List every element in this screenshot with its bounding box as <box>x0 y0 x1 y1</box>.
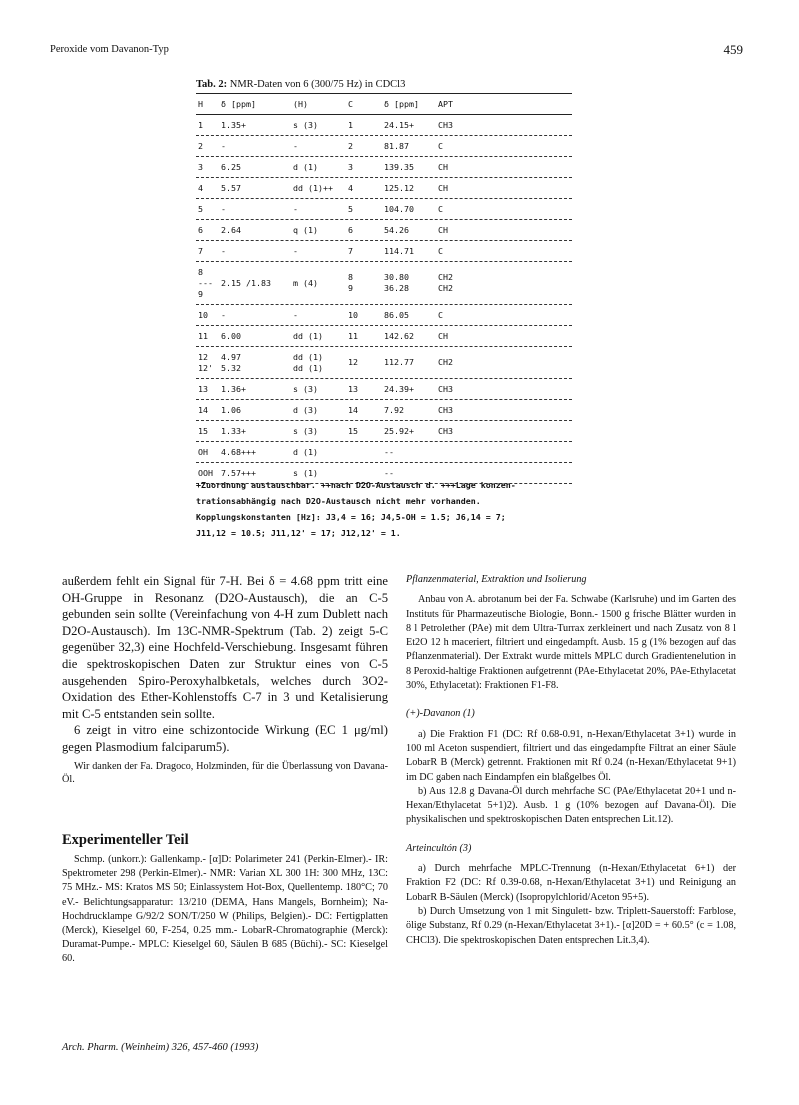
table-row <box>196 199 572 220</box>
table-cell: 1.06 <box>221 404 241 415</box>
table-cell: 7 <box>348 245 353 256</box>
table-cell: 6.00 <box>221 330 241 341</box>
table-cell: 114.71 <box>384 245 414 256</box>
table-cell: CH3 <box>438 119 453 130</box>
table-cell: dd (1) <box>293 330 323 341</box>
table-cell: - <box>221 309 226 320</box>
table-row <box>196 326 572 347</box>
table-cell: CH <box>438 182 448 193</box>
table-cell: -- <box>384 467 394 478</box>
table-cell: CH3 <box>438 425 453 436</box>
nmr-table <box>196 93 572 484</box>
table-cell: dd (1) <box>293 362 323 373</box>
table-cell: 12 <box>348 357 358 367</box>
table-cell: q (1) <box>293 224 318 235</box>
table-cell: 30.80 <box>384 272 409 282</box>
paragraph: Anbau von A. abrotanum bei der Fa. Schwabe (Karlsruhe) und im Garten des Instituts für Pharmazeutische Biologie, Bonn.- 1500 g frische Blätter wurden in 8 l Petrolether (PAe) mit dem Ultra-Turrax zerkleinert und nach Zusatz von 8 l Et2O 12 h maceriert, filtriert und eingedampft. Ausb. 15 g (1% bezogen auf das Pflanzenmaterial). Der Extrakt wurde mittels MPLC durch Gradientenelution in 8 Peroxid-haltige Fraktionen aufgetrennt (PAe-Ethylacetat 20%, PAe-Ethylacetat 30%, Ethylacetat): Fraktionen F1-F8. <box>406 594 736 692</box>
table-cell: 1.33+ <box>221 425 246 436</box>
table-header-cell: δ [ppm] <box>221 98 256 109</box>
table-cell: 1.36+ <box>221 383 246 394</box>
table-note: +Zuordnung austauschbar. ++nach D2O-Austausch d. +++Lage konzen- <box>196 480 516 490</box>
table-cell: 4.68+++ <box>221 446 256 457</box>
table-cell: 4 <box>198 182 203 193</box>
table-cell: 1 <box>198 119 203 130</box>
acknowledgement: Wir danken der Fa. Dragoco, Holzminden, für die Überlassung von Davana-Öl. <box>62 760 388 786</box>
subsection-heading: Pflanzenmaterial, Extraktion und Isolierung <box>406 574 587 585</box>
table-row <box>196 400 572 421</box>
paragraph: 6 zeigt in vitro eine schizontocide Wirkung (EC 1 μg/ml) gegen Plasmodium falciparum5). <box>62 723 388 754</box>
paragraph: b) Aus 12.8 g Davana-Öl durch mehrfache SC (PAe/Ethylacetat 20+1 und n-Hexan/Ethylacetat 5+1)2). Ausb. 1 g (10% bezogen auf Davana-Öl). Die physikalischen und spektroskopischen Daten entsprechen Lit.12). <box>406 785 736 826</box>
table-header-cell: H <box>198 98 203 109</box>
table-cell: 8 <box>198 266 203 277</box>
table-cell: 10 <box>348 309 358 320</box>
table-cell: 6 <box>198 224 203 235</box>
table-cell: 139.35 <box>384 161 414 172</box>
table-row <box>196 157 572 178</box>
table-cell: 125.12 <box>384 182 414 193</box>
table-cell: CH3 <box>438 404 453 415</box>
page-number: 459 <box>723 42 743 57</box>
right-column <box>406 573 736 948</box>
table-cell: C <box>438 203 443 214</box>
table-cell: d (1) <box>293 161 318 172</box>
table-cell: 12' <box>198 362 213 373</box>
table-cell: s (1) <box>293 467 318 478</box>
subsection-heading: (+)-Davanon (1) <box>406 708 475 720</box>
table-cell: C <box>438 140 443 151</box>
table-cell: 2.64 <box>221 224 241 235</box>
paragraph: außerdem fehlt ein Signal für 7-H. Bei δ = 4.68 ppm tritt eine OH-Gruppe in Resonanz (D2O-Austausch), die an C-5 gebunden sein sollte (Vereinfachung von 4-H zum Dublett nach D2O-Austausch). Im 13C-NMR-Spektrum (Tab. 2) zeigt 5-C gegenüber 32,3) eine Hochfeld-Verschiebung. Insgesamt führen die spektroskopischen Daten zur Struktur eines von C-5 ausgehenden Spiro-Peroxyhalbketals, welches durch 3O2-Oxidation des Ether-Kohlenstoffs C-7 in 3 und Ketalisierung mit C-5 entstanden sein sollte. <box>62 574 388 721</box>
table-caption <box>196 79 405 90</box>
table-cell: 36.28 <box>384 283 409 293</box>
table-row <box>196 262 572 305</box>
table-cell: CH3 <box>438 383 453 394</box>
table-cell: 4 <box>348 182 353 193</box>
experimental-paragraph: Schmp. (unkorr.): Gallenkamp.- [α]D: Polarimeter 241 (Perkin-Elmer).- IR: Spektrometer 298 (Perkin-Elmer).- NMR: Varian XL 300 1H: 300 MHz, 13C: 75 MHz.- MS: Kratos MS 50; Einlassystem Hot-Box, Quellentemp. 180°C; 70 eV.- Belichtungsapparatur: 13/210 (DEMA, Hans Mangels, Bornheim); Na-Hochdrucklampe G/92/2 SON/T/250 W (Philips, Belgien).- DC: Fertigplatten (Merck), Kieselgel 60, F-254, 0.25 mm.- LobarR-Chromatographie (Merck): Duramat-Pumpe.- MPLC: Kieselgel 60, Säulen B 685 (Büchi).- SC: Kieselgel 60. <box>62 854 388 965</box>
journal-footer: Arch. Pharm. (Weinheim) 326, 457-460 (1993) <box>62 1042 259 1053</box>
table-cell: CH <box>438 330 448 341</box>
table-cell: - <box>293 309 298 320</box>
table-cell: 15 <box>198 425 208 436</box>
table-cell: 2 <box>198 140 203 151</box>
table-cell: 2.15 /1.83 <box>221 277 271 288</box>
table-cell: 2 <box>348 140 353 151</box>
table-header-row <box>196 93 572 115</box>
table-cell: 7 <box>198 245 203 256</box>
table-row <box>196 115 572 136</box>
table-cell: 14 <box>198 404 208 415</box>
table-note: Kopplungskonstanten [Hz]: J3,4 = 16; J4,5-OH = 1.5; J6,14 = 7; <box>196 512 506 522</box>
table-cell: 3 <box>348 161 353 172</box>
table-cell: - <box>221 203 226 214</box>
table-cell: 1 <box>348 119 353 130</box>
table-row <box>196 136 572 157</box>
table-row <box>196 379 572 400</box>
running-header: Peroxide vom Davanon-Typ <box>50 44 169 55</box>
table-caption-label: Tab. 2: <box>196 79 228 90</box>
table-cell: 11 <box>198 330 208 341</box>
table-cell: 6 <box>348 224 353 235</box>
paragraph: a) Die Fraktion F1 (DC: Rf 0.68-0.91, n-Hexan/Ethylacetat 3+1) wurde in 100 ml Aceton suspendiert, filtriert und das eingedampfte Filtrat an einer Säule LobarR B (Merck) getrennt. Fraktionen mit Rf 0.24 (n-Hexan/Ethylacetat 9+1) im DC gaben nach Eindampfen ein blaßgelbes Öl. <box>406 728 736 783</box>
table-cell: - <box>293 245 298 256</box>
table-cell: - <box>293 203 298 214</box>
table-cell: - <box>221 245 226 256</box>
table-cell: 14 <box>348 404 358 415</box>
table-cell: 25.92+ <box>384 425 414 436</box>
table-cell: 9 <box>198 288 203 299</box>
table-cell: 4.97 <box>221 351 241 362</box>
table-row <box>196 442 572 463</box>
table-cell: --- <box>198 277 213 288</box>
table-row <box>196 421 572 442</box>
table-cell: 24.39+ <box>384 383 414 394</box>
table-row <box>196 220 572 241</box>
table-header-cell: APT <box>438 98 453 109</box>
table-header-cell: (H) <box>293 98 308 109</box>
table-cell: 9 <box>348 283 353 293</box>
table-row <box>196 178 572 199</box>
table-cell: m (4) <box>293 277 318 288</box>
table-caption-text: NMR-Daten von 6 (300/75 Hz) in CDCl3 <box>227 79 406 90</box>
table-cell: 86.05 <box>384 309 409 320</box>
table-cell: OOH <box>198 467 213 478</box>
table-cell: s (3) <box>293 119 318 130</box>
paragraph: b) Durch Umsetzung von 1 mit Singulett- bzw. Triplett-Sauerstoff: Farblose, ölige Substanz, Rf 0.29 (n-Hexan/Ethylacetat 3+1).- [α]20D = + 60.5° (c = 1.08, CHCl3). Die spektroskopischen Daten entsprechen Lit.3,4). <box>406 905 736 946</box>
table-cell: CH <box>438 224 448 235</box>
table-header-cell: C <box>348 98 353 109</box>
table-cell: CH <box>438 161 448 172</box>
table-notes <box>196 477 576 541</box>
paragraph: a) Durch mehrfache MPLC-Trennung (n-Hexan/Ethylacetat 6+1) der Fraktion F2 (DC: Rf 0.39-0.68, n-Hexan/Ethylacetat 3+1) und Reinigung an LobarR B-Säulen (Merck) (Isopropylchlorid/Aceton 95+5). <box>406 863 736 903</box>
table-cell: d (3) <box>293 404 318 415</box>
table-cell: 15 <box>348 425 358 436</box>
table-cell: 5.32 <box>221 362 241 373</box>
table-note: J11,12 = 10.5; J11,12' = 17; J12,12' = 1. <box>196 528 401 538</box>
table-cell: 142.62 <box>384 330 414 341</box>
table-cell: 104.70 <box>384 203 414 214</box>
table-cell: 5 <box>348 203 353 214</box>
table-row <box>196 241 572 262</box>
table-cell: OH <box>198 446 208 457</box>
table-cell: C <box>438 309 443 320</box>
table-cell: 10 <box>198 309 208 320</box>
table-header-cell: δ [ppm] <box>384 98 419 109</box>
table-note: trationsabhängig nach D2O-Austausch nicht mehr vorhanden. <box>196 496 481 506</box>
table-cell: 3 <box>198 161 203 172</box>
table-cell: CH2 <box>438 283 453 293</box>
table-cell: 24.15+ <box>384 119 414 130</box>
table-cell: C <box>438 245 443 256</box>
table-cell: 6.25 <box>221 161 241 172</box>
table-cell: 81.87 <box>384 140 409 151</box>
table-cell: s (3) <box>293 425 318 436</box>
table-cell: 8 <box>348 272 353 282</box>
table-cell: d (1) <box>293 446 318 457</box>
table-cell: 7.92 <box>384 404 404 415</box>
table-cell: dd (1)++ <box>293 182 333 193</box>
table-cell: 112.77 <box>384 357 414 367</box>
table-cell: 13 <box>348 383 358 394</box>
left-column <box>62 573 388 787</box>
table-cell: s (3) <box>293 383 318 394</box>
table-row <box>196 305 572 326</box>
section-heading: Experimenteller Teil <box>62 832 189 848</box>
table-row <box>196 347 572 379</box>
table-cell: 12 <box>198 351 208 362</box>
table-cell: CH2 <box>438 357 453 367</box>
table-cell: -- <box>384 446 394 457</box>
table-cell: dd (1) <box>293 351 323 362</box>
table-cell: 11 <box>348 330 358 341</box>
table-cell: 5 <box>198 203 203 214</box>
table-cell: CH2 <box>438 272 453 282</box>
table-cell: 5.57 <box>221 182 241 193</box>
table-cell: 7.57+++ <box>221 467 256 478</box>
subsection-heading: Arteincultón (3) <box>406 842 472 854</box>
table-cell: 1.35+ <box>221 119 246 130</box>
table-cell: - <box>293 140 298 151</box>
table-cell: 54.26 <box>384 224 409 235</box>
table-cell: 13 <box>198 383 208 394</box>
table-cell: - <box>221 140 226 151</box>
